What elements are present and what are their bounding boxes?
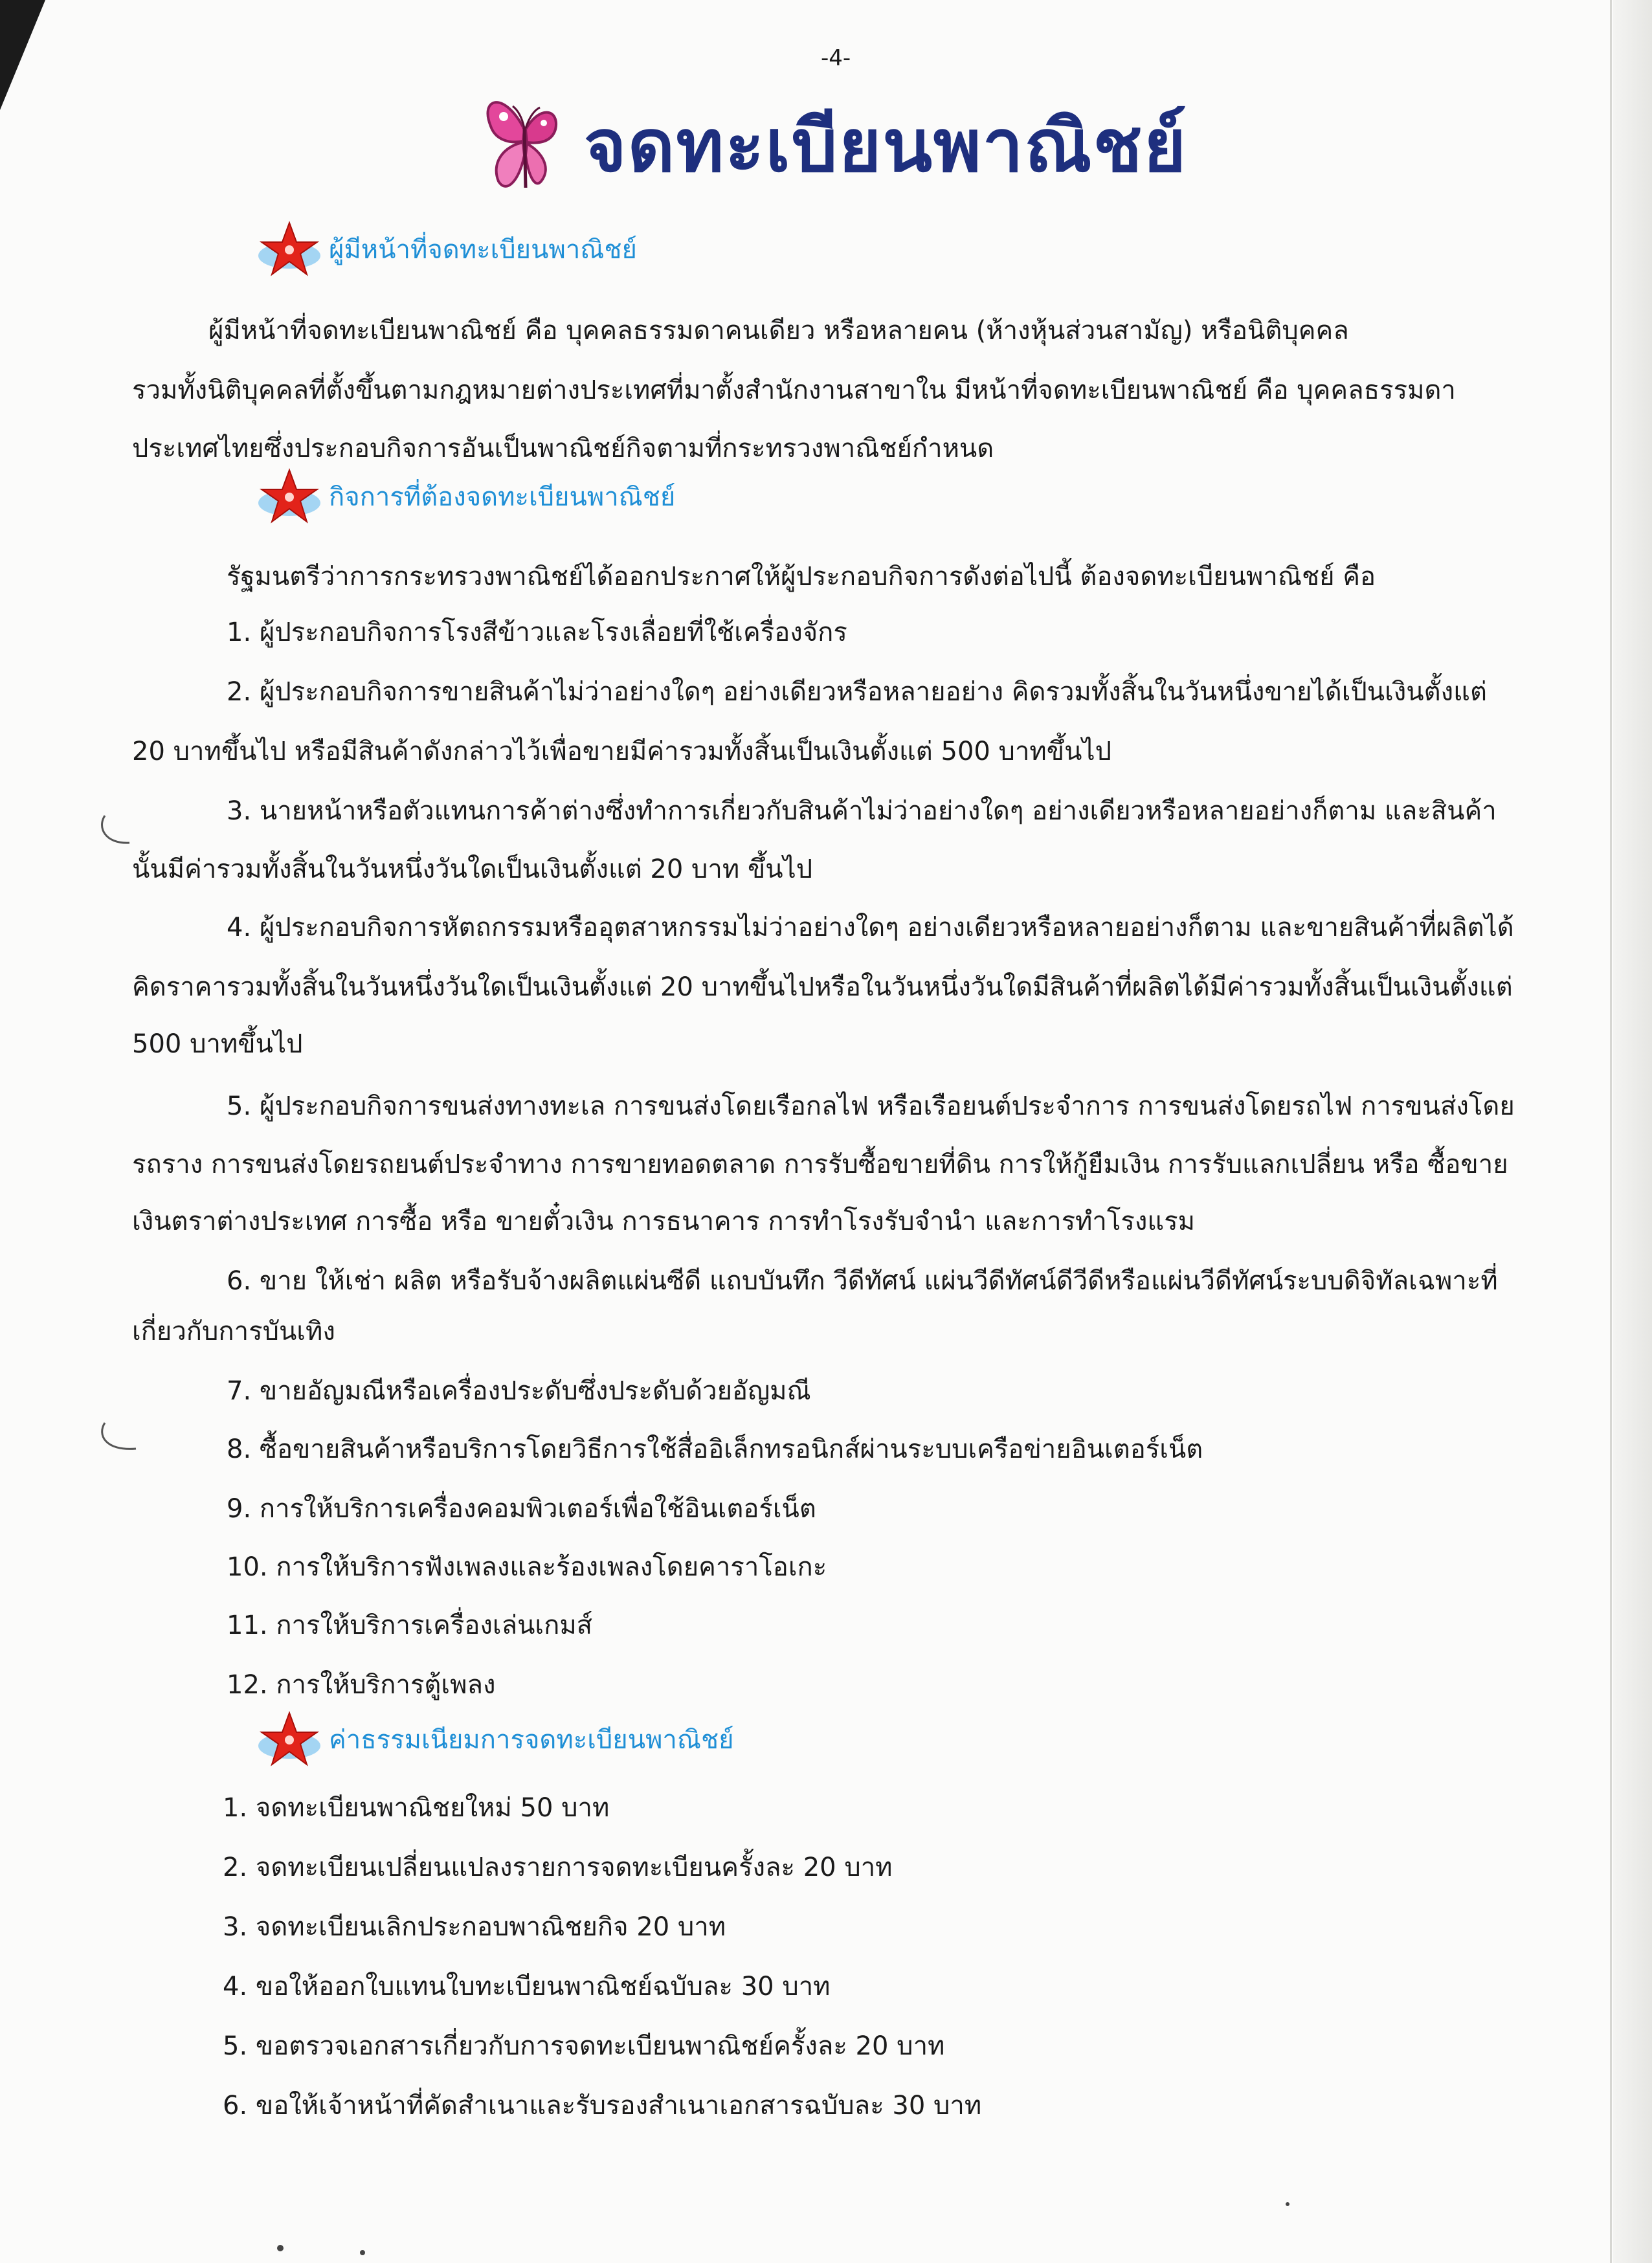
list-item: 9. การให้บริการเครื่องคอมพิวเตอร์เพื่อใช้อินเตอร์เน็ต bbox=[227, 1494, 816, 1524]
paragraph-line: รัฐมนตรีว่าการกระทรวงพาณิชย์ได้ออกประกาศให้ผู้ประกอบกิจการดังต่อไปนี้ ต้องจดทะเบียนพาณิชย์ คือ bbox=[227, 562, 1376, 592]
fee-item: 4. ขอให้ออกใบแทนใบทะเบียนพาณิชย์ฉบับละ 30 บาท bbox=[223, 1972, 831, 2001]
butterfly-icon bbox=[479, 91, 570, 201]
list-item-continuation: คิดราคารวมทั้งสิ้นในวันหนึ่งวันใดเป็นเงินตั้งแต่ 20 บาทขึ้นไปหรือในวันหนึ่งวันใดมีสินค้าที่ผลิตได้มีค่ารวมทั้งสิ้นเป็นเงินตั้งแต่ bbox=[132, 972, 1513, 1002]
fee-item: 5. ขอตรวจเอกสารเกี่ยวกับการจดทะเบียนพาณิชย์ครั้งละ 20 บาท bbox=[223, 2031, 945, 2061]
paragraph-line: ประเทศไทยซึ่งประกอบกิจการอันเป็นพาณิชย์กิจตามที่กระทรวงพาณิชย์กำหนด bbox=[132, 434, 994, 463]
section-heading-registrant bbox=[254, 220, 637, 278]
star-icon bbox=[254, 220, 325, 278]
section-heading-businesses bbox=[254, 467, 675, 526]
paragraph-line: รวมทั้งนิติบุคคลที่ตั้งขึ้นตามกฎหมายต่างประเทศที่มาตั้งสำนักงานสาขาใน มีหน้าที่จดทะเบียนพาณิชย์ คือ บุคคลธรรมดา bbox=[132, 375, 1456, 405]
paragraph-line: ผู้มีหน้าที่จดทะเบียนพาณิชย์ คือ บุคคลธรรมดาคนเดียว หรือหลายคน (ห้างหุ้นส่วนสามัญ) หรือนิติบุคคล bbox=[208, 316, 1349, 346]
section-heading-text: กิจการที่ต้องจดทะเบียนพาณิชย์ bbox=[329, 482, 676, 512]
list-item: 7. ขายอัญมณีหรือเครื่องประดับซึ่งประดับด้วยอัญมณี bbox=[227, 1376, 811, 1406]
scan-speck bbox=[360, 2250, 365, 2255]
list-item-continuation: เกี่ยวกับการบันเทิง bbox=[132, 1317, 335, 1346]
list-item: 12. การให้บริการตู้เพลง bbox=[227, 1670, 496, 1700]
scan-corner-shadow bbox=[0, 0, 45, 110]
fee-item: 2. จดทะเบียนเปลี่ยนแปลงรายการจดทะเบียนครั้งละ 20 บาท bbox=[223, 1853, 893, 1882]
star-icon bbox=[254, 1710, 325, 1768]
list-item: 2. ผู้ประกอบกิจการขายสินค้าไม่ว่าอย่างใดๆ อย่างเดียวหรือหลายอย่าง คิดรวมทั้งสิ้นในวันหนึ่งขายได้เป็นเงินตั้งแต่ bbox=[227, 677, 1487, 707]
scan-speck bbox=[277, 2245, 284, 2251]
scan-page-edge bbox=[1613, 0, 1652, 2263]
star-icon bbox=[254, 467, 325, 526]
title-block bbox=[479, 84, 1187, 207]
page-title: จดทะเบียนพาณิชย์ bbox=[584, 104, 1188, 188]
list-item: 1. ผู้ประกอบกิจการโรงสีข้าวและโรงเลื่อยที่ใช้เครื่องจักร bbox=[227, 618, 847, 647]
fee-item: 3. จดทะเบียนเลิกประกอบพาณิชยกิจ 20 บาท bbox=[223, 1912, 726, 1942]
section-heading-text: ค่าธรรมเนียมการจดทะเบียนพาณิชย์ bbox=[329, 1725, 734, 1755]
list-item: 4. ผู้ประกอบกิจการหัตถกรรมหรืออุตสาหกรรมไม่ว่าอย่างใดๆ อย่างเดียวหรือหลายอย่างก็ตาม และขายสินค้าที่ผลิตได้ bbox=[227, 913, 1514, 942]
fee-item: 1. จดทะเบียนพาณิชยใหม่ 50 บาท bbox=[223, 1793, 610, 1823]
list-item: 5. ผู้ประกอบกิจการขนส่งทางทะเล การขนส่งโดยเรือกลไฟ หรือเรือยนต์ประจำการ การขนส่งโดยรถไฟ การขนส่งโดย bbox=[227, 1091, 1515, 1121]
section-heading-text: ผู้มีหน้าที่จดทะเบียนพาณิชย์ bbox=[329, 235, 637, 265]
list-item: 10. การให้บริการฟังเพลงและร้องเพลงโดยคาราโอเกะ bbox=[227, 1552, 827, 1582]
list-item-continuation: รถราง การขนส่งโดยรถยนต์ประจำทาง การขายทอดตลาด การรับซื้อขายที่ดิน การให้กู้ยืมเงิน การรับแลกเปลี่ยน หรือ ซื้อขาย bbox=[132, 1150, 1508, 1179]
list-item-continuation: 500 บาทขึ้นไป bbox=[132, 1029, 303, 1059]
punch-hole-mark bbox=[97, 810, 142, 849]
list-item: 6. ขาย ให้เช่า ผลิต หรือรับจ้างผลิตแผ่นซีดี แถบบันทึก วีดีทัศน์ แผ่นวีดีทัศน์ดีวีดีหรือแผ่นวีดีทัศน์ระบบดิจิทัลเฉพาะที่ bbox=[227, 1266, 1498, 1296]
section-heading-fees bbox=[254, 1710, 734, 1768]
list-item: 8. ซื้อขายสินค้าหรือบริการโดยวิธีการใช้สื่ออิเล็กทรอนิกส์ผ่านระบบเครือข่ายอินเตอร์เน็ต bbox=[227, 1434, 1203, 1464]
punch-hole-mark bbox=[97, 1418, 142, 1456]
list-item: 3. นายหน้าหรือตัวแทนการค้าต่างซึ่งทำการเกี่ยวกับสินค้าไม่ว่าอย่างใดๆ อย่างเดียวหรือหลายอย่างก็ตาม และสินค้า bbox=[227, 796, 1497, 826]
list-item-continuation: นั้นมีค่ารวมทั้งสิ้นในวันหนึ่งวันใดเป็นเงินตั้งแต่ 20 บาท ขึ้นไป bbox=[132, 854, 813, 884]
fee-item: 6. ขอให้เจ้าหน้าที่คัดสำเนาและรับรองสำเนาเอกสารฉบับละ 30 บาท bbox=[223, 2091, 982, 2121]
scan-edge-line bbox=[1610, 0, 1612, 2263]
list-item-continuation: เงินตราต่างประเทศ การซื้อ หรือ ขายตั๋วเงิน การธนาคาร การทำโรงรับจำนำ และการทำโรงแรม bbox=[132, 1207, 1196, 1236]
list-item: 11. การให้บริการเครื่องเล่นเกมส์ bbox=[227, 1611, 593, 1640]
list-item-continuation: 20 บาทขึ้นไป หรือมีสินค้าดังกล่าวไว้เพื่อขายมีค่ารวมทั้งสิ้นเป็นเงินตั้งแต่ 500 บาทขึ้นไป bbox=[132, 737, 1111, 766]
page-number: -4- bbox=[821, 45, 851, 71]
scan-speck bbox=[1286, 2202, 1289, 2206]
